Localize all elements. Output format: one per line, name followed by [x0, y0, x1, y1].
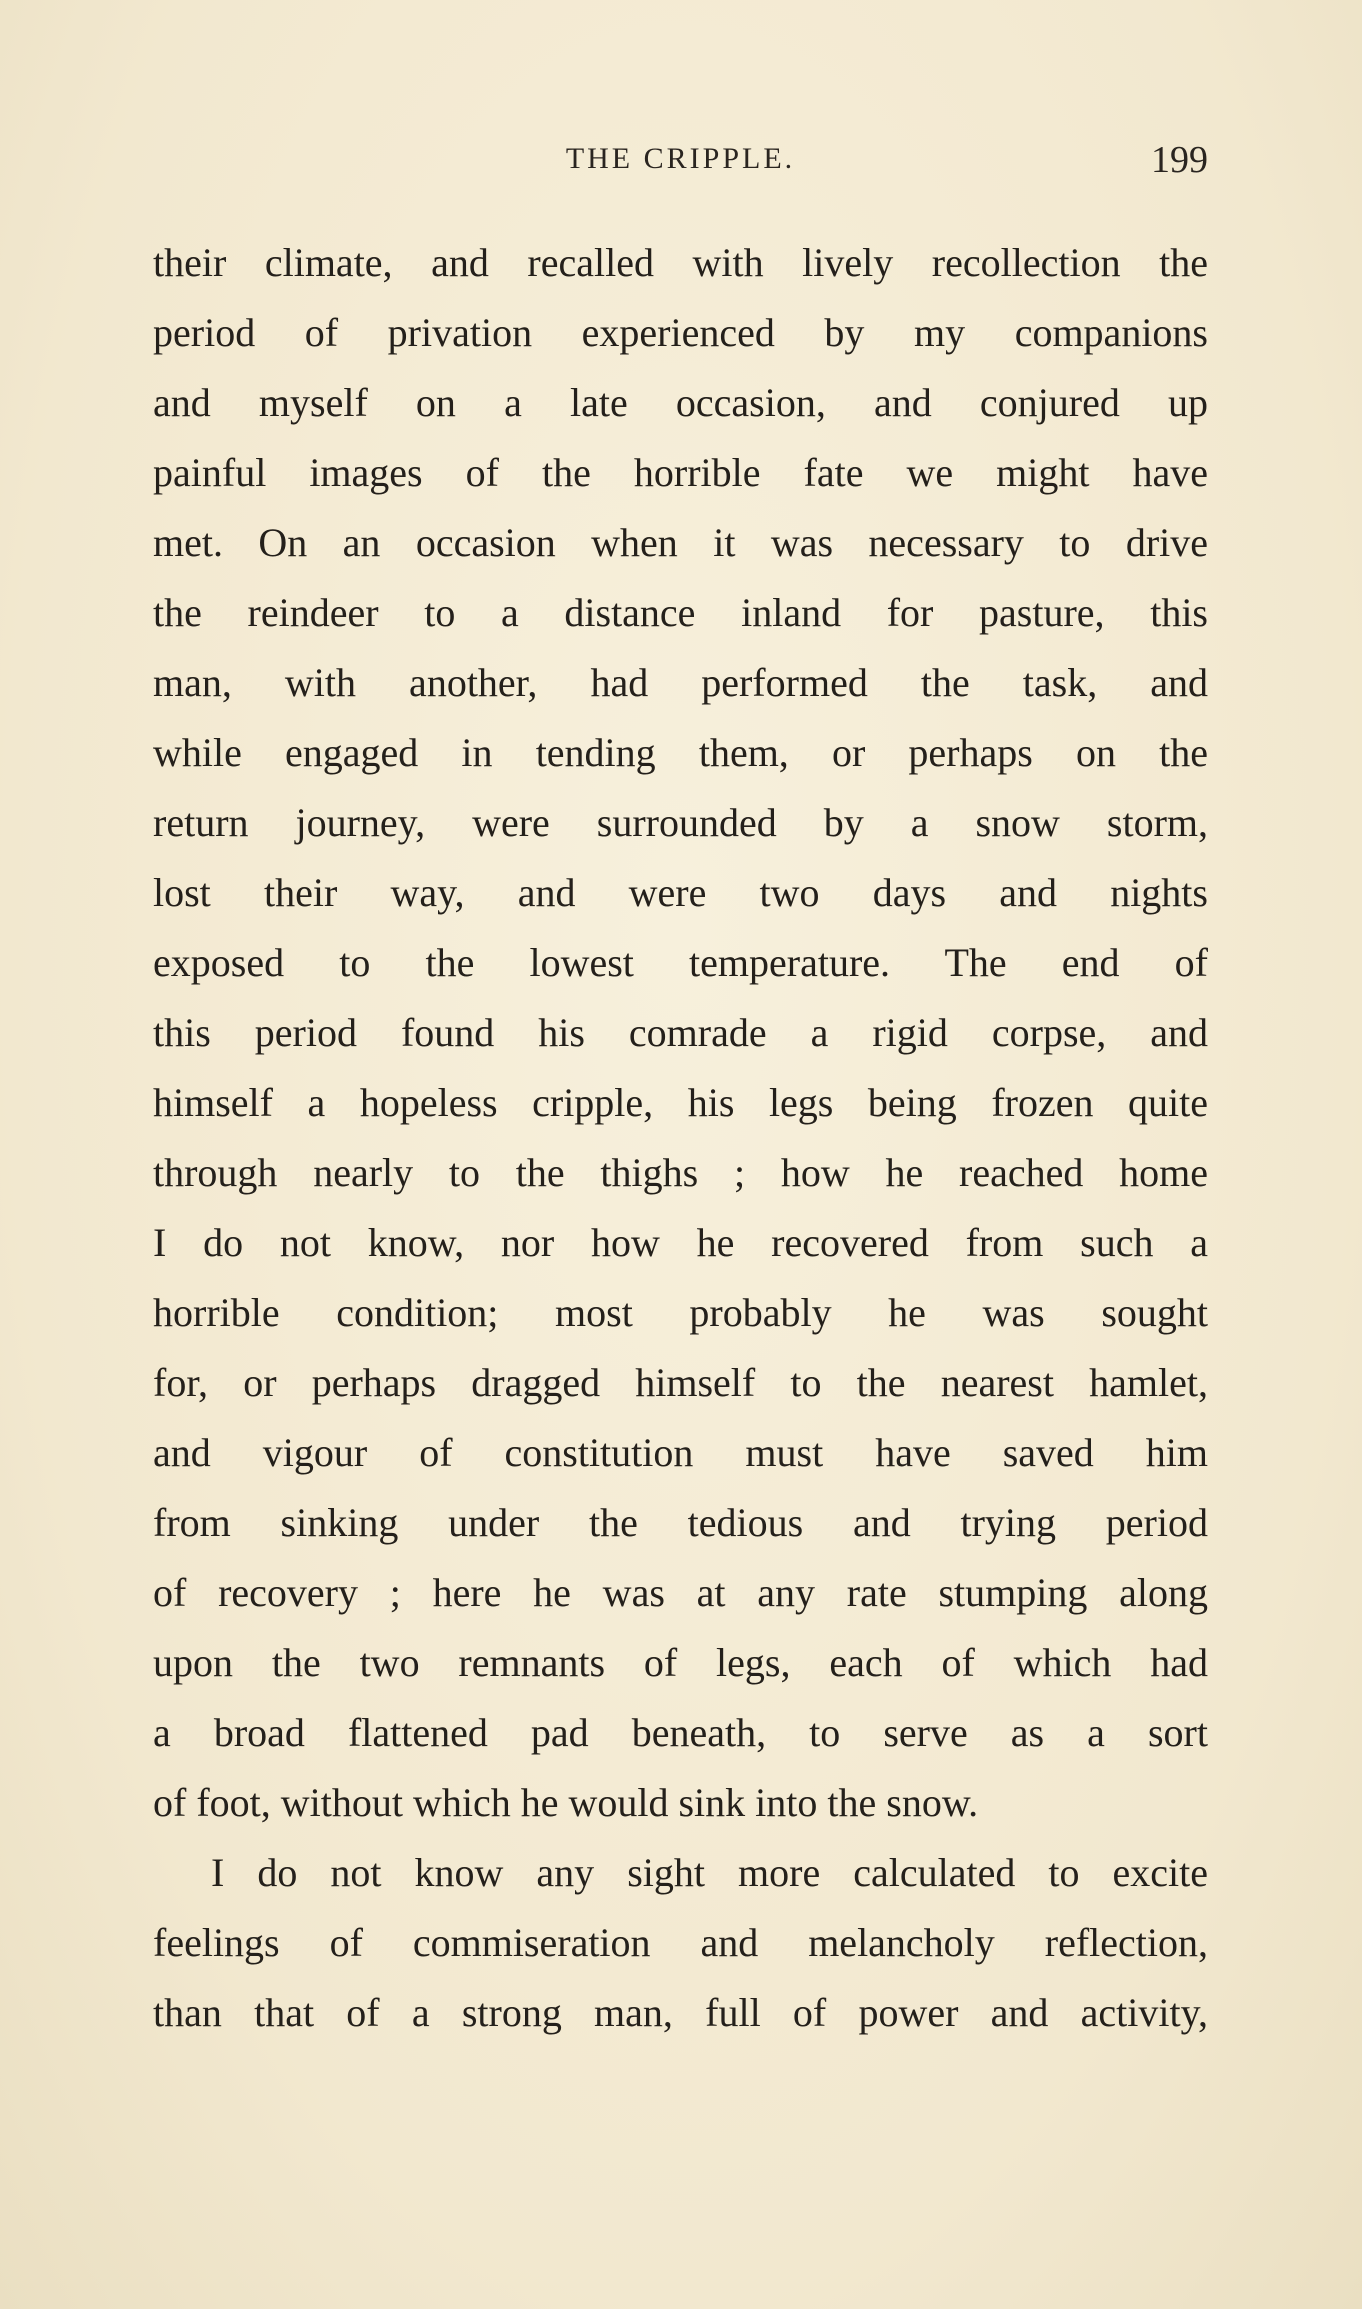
text-line: this period found his comrade a rigid corpse, and — [153, 1010, 1208, 1055]
text-line: than that of a strong man, full of power and activity, — [153, 1990, 1208, 2035]
page-number: 199 — [1151, 139, 1208, 181]
text-line: through nearly to the thighs ; how he reached home — [153, 1150, 1208, 1195]
text-line: himself a hopeless cripple, his legs being frozen quite — [153, 1080, 1208, 1125]
text-line: of recovery ; here he was at any rate stumping along — [153, 1570, 1208, 1615]
text-line: and vigour of constitution must have saved him — [153, 1430, 1208, 1475]
text-line: while engaged in tending them, or perhaps on the — [153, 730, 1208, 775]
text-line: and myself on a late occasion, and conjured up — [153, 380, 1208, 425]
text-line: a broad flattened pad beneath, to serve as a sort — [153, 1710, 1208, 1755]
text-line: the reindeer to a distance inland for pasture, this — [153, 590, 1208, 635]
text-line: met. On an occasion when it was necessary to drive — [153, 520, 1208, 565]
text-line: upon the two remnants of legs, each of which had — [153, 1640, 1208, 1685]
paragraph-first-line: I do not know any sight more calculated to excite — [211, 1850, 1208, 1895]
running-head: THE CRIPPLE. — [565, 142, 796, 175]
text-line: return journey, were surrounded by a snow storm, — [153, 800, 1208, 845]
text-line: their climate, and recalled with lively recollection the — [153, 240, 1208, 285]
text-line: period of privation experienced by my companions — [153, 310, 1208, 355]
text-line: I do not know, nor how he recovered from such a — [153, 1220, 1208, 1265]
text-line: from sinking under the tedious and trying period — [153, 1500, 1208, 1545]
text-line: painful images of the horrible fate we might have — [153, 450, 1208, 495]
text-line: feelings of commiseration and melancholy reflection, — [153, 1920, 1208, 1965]
text-line: of foot, without which he would sink into the snow. — [153, 1780, 979, 1825]
text-line: lost their way, and were two days and nights — [153, 870, 1208, 915]
text-line: horrible condition; most probably he was sought — [153, 1290, 1208, 1335]
body-text — [153, 228, 1208, 2048]
text-line: man, with another, had performed the task, and — [153, 660, 1208, 705]
text-line: for, or perhaps dragged himself to the nearest hamlet, — [153, 1360, 1208, 1405]
page-header — [153, 138, 1208, 188]
text-line: exposed to the lowest temperature. The end of — [153, 940, 1208, 985]
